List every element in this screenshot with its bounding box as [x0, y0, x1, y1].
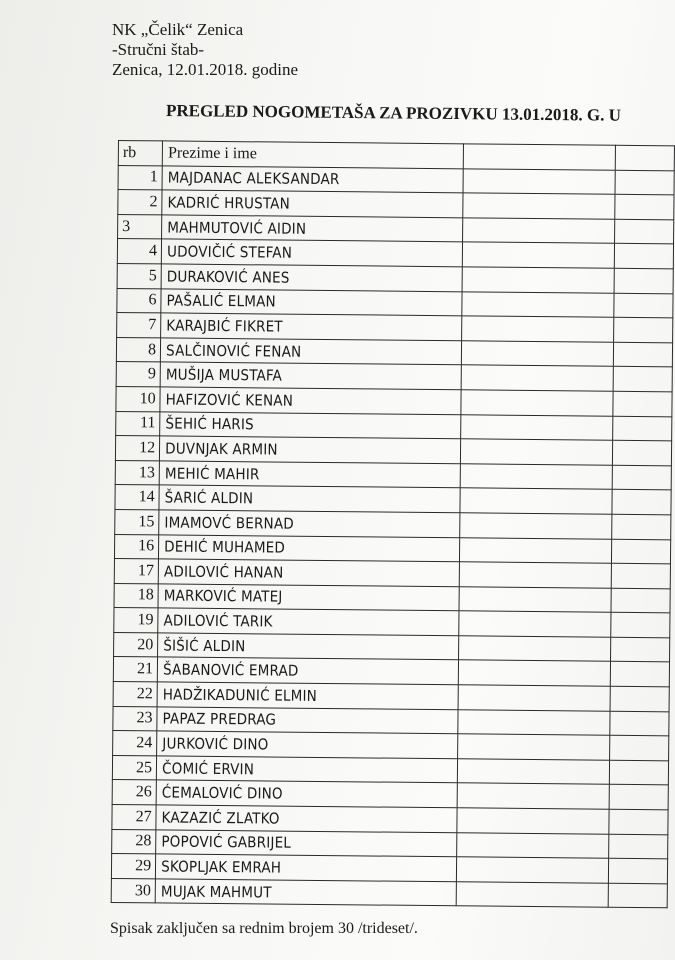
row-number: 22	[113, 682, 157, 707]
player-name: MEHIĆ MAHIR	[159, 461, 460, 488]
row-number: 26	[112, 780, 156, 805]
row-number: 11	[116, 411, 160, 436]
row-number: 25	[112, 755, 156, 780]
empty-cell	[458, 685, 611, 711]
empty-cell	[612, 490, 671, 515]
player-name: PAŠALIĆ ELMAN	[161, 288, 462, 315]
empty-cell	[459, 488, 612, 514]
player-name: ADILOVIĆ HANAN	[158, 559, 459, 586]
empty-cell	[608, 883, 667, 908]
players-table	[111, 140, 675, 909]
empty-cell	[614, 268, 673, 293]
empty-cell	[609, 834, 668, 859]
column-header-empty-2	[616, 145, 675, 170]
empty-cell	[462, 193, 615, 219]
player-name: DURAKOVIĆ ANES	[161, 264, 462, 291]
closing-note: Spisak zaključen sa rednim brojem 30 /trideset/.	[110, 920, 418, 937]
player-name: ŠABANOVIĆ EMRAD	[157, 657, 458, 684]
empty-cell	[457, 759, 610, 785]
row-number: 9	[116, 362, 160, 387]
player-name: KADRIĆ HRUSTAN	[162, 190, 463, 217]
player-name: SALČINOVIĆ FENAN	[160, 338, 461, 365]
empty-cell	[459, 513, 612, 539]
player-name: SKOPLJAK EMRAH	[156, 854, 457, 881]
empty-cell	[611, 588, 670, 613]
empty-cell	[610, 736, 669, 761]
player-name: POPOVIĆ GABRIJEL	[156, 830, 457, 857]
empty-cell	[458, 611, 611, 637]
row-number: 13	[115, 460, 159, 485]
player-name: UDOVIČIĆ STEFAN	[161, 239, 462, 266]
row-number: 14	[115, 485, 159, 510]
empty-cell	[456, 832, 609, 858]
row-number: 12	[115, 436, 159, 461]
player-name: KAZAZIĆ ZLATKO	[156, 805, 457, 832]
empty-cell	[615, 170, 674, 195]
player-name: MAJDANAC ALEKSANDAR	[162, 166, 463, 193]
row-number: 7	[117, 313, 161, 338]
empty-cell	[611, 637, 670, 662]
empty-cell	[615, 244, 674, 269]
empty-cell	[460, 464, 613, 490]
row-number: 1	[118, 165, 162, 190]
row-number: 18	[114, 583, 158, 608]
empty-cell	[456, 882, 609, 908]
players-table-wrapper	[111, 140, 675, 909]
empty-cell	[614, 342, 673, 367]
empty-cell	[459, 537, 612, 563]
player-name: ŠIŠIĆ ALDIN	[158, 633, 459, 660]
row-number: 4	[117, 239, 161, 264]
table-row	[111, 878, 667, 908]
empty-cell	[458, 660, 611, 686]
empty-cell	[615, 219, 674, 244]
empty-cell	[461, 291, 614, 317]
empty-cell	[458, 636, 611, 662]
row-number: 19	[114, 608, 158, 633]
empty-cell	[459, 562, 612, 588]
place-date: Zenica, 12.01.2018. godine	[112, 60, 299, 79]
row-number: 21	[113, 657, 157, 682]
column-header-name: Prezime i ime	[162, 141, 463, 168]
row-number: 6	[117, 288, 161, 313]
empty-cell	[456, 808, 609, 834]
row-number: 15	[115, 509, 159, 534]
row-number: 23	[113, 706, 157, 731]
empty-cell	[457, 734, 610, 760]
player-name: KARAJBIĆ FIKRET	[161, 313, 462, 340]
empty-cell	[614, 293, 673, 318]
empty-cell	[461, 365, 614, 391]
player-name: MARKOVIĆ MATEJ	[158, 584, 459, 611]
row-number: 17	[114, 559, 158, 584]
empty-cell	[457, 783, 610, 809]
player-name: IMAMOVĆ BERNAD	[159, 510, 460, 537]
empty-cell	[456, 857, 609, 883]
empty-cell	[463, 168, 616, 194]
row-number: 24	[113, 731, 157, 756]
row-number: 28	[112, 829, 156, 854]
player-name: ČOMIĆ ERVIN	[156, 756, 457, 783]
player-name: DUVNJAK ARMIN	[160, 436, 461, 463]
staff-line: -Stručni štab-	[112, 40, 205, 59]
column-header-rb: rb	[118, 141, 162, 166]
empty-cell	[609, 858, 668, 883]
player-name: ŠEHIĆ HARIS	[160, 411, 461, 438]
empty-cell	[612, 539, 671, 564]
row-number: 30	[111, 878, 155, 903]
player-name: ĆEMALOVIĆ DINO	[156, 780, 457, 807]
row-number: 5	[117, 263, 161, 288]
row-number: 20	[114, 632, 158, 657]
empty-cell	[614, 317, 673, 342]
empty-cell	[610, 711, 669, 736]
row-number: 10	[116, 386, 160, 411]
empty-cell	[612, 465, 671, 490]
empty-cell	[612, 563, 671, 588]
empty-cell	[462, 242, 615, 268]
empty-cell	[458, 586, 611, 612]
empty-cell	[613, 367, 672, 392]
player-name: ADILOVIĆ TARIK	[158, 608, 459, 635]
empty-cell	[461, 341, 614, 367]
player-name: PAPAZ PREDRAG	[157, 707, 458, 734]
column-header-empty-1	[463, 144, 616, 170]
player-name: ŠARIĆ ALDIN	[159, 485, 460, 512]
row-number: 8	[116, 337, 160, 362]
document-title: PREGLED NOGOMETAŠA ZA PROZIVKU 13.01.2018. G. U	[165, 101, 622, 125]
empty-cell	[613, 416, 672, 441]
empty-cell	[609, 785, 668, 810]
empty-cell	[613, 391, 672, 416]
player-name: MUJAK MAHMUT	[155, 879, 456, 906]
empty-cell	[615, 194, 674, 219]
table-body	[111, 165, 674, 908]
club-name: NK „Čelik“ Zenica	[112, 20, 244, 39]
row-number: 16	[114, 534, 158, 559]
empty-cell	[610, 686, 669, 711]
empty-cell	[609, 809, 668, 834]
player-name: JURKOVIĆ DINO	[157, 731, 458, 758]
player-name: MUŠIJA MUSTAFA	[160, 362, 461, 389]
empty-cell	[461, 316, 614, 342]
empty-cell	[610, 760, 669, 785]
player-name: HADŽIKADUNIĆ ELMIN	[157, 682, 458, 709]
empty-cell	[462, 267, 615, 293]
empty-cell	[460, 390, 613, 416]
player-name: DEHIĆ MUHAMED	[159, 534, 460, 561]
letterhead	[112, 20, 298, 80]
empty-cell	[613, 440, 672, 465]
player-name: MAHMUTOVIĆ AIDIN	[162, 215, 463, 242]
empty-cell	[611, 613, 670, 638]
row-number: 3	[118, 214, 162, 239]
empty-cell	[457, 709, 610, 735]
empty-cell	[460, 414, 613, 440]
empty-cell	[460, 439, 613, 465]
row-number: 2	[118, 190, 162, 215]
empty-cell	[462, 218, 615, 244]
row-number: 29	[111, 854, 155, 879]
empty-cell	[611, 662, 670, 687]
empty-cell	[612, 514, 671, 539]
row-number: 27	[112, 805, 156, 830]
player-name: HAFIZOVIĆ KENAN	[160, 387, 461, 414]
